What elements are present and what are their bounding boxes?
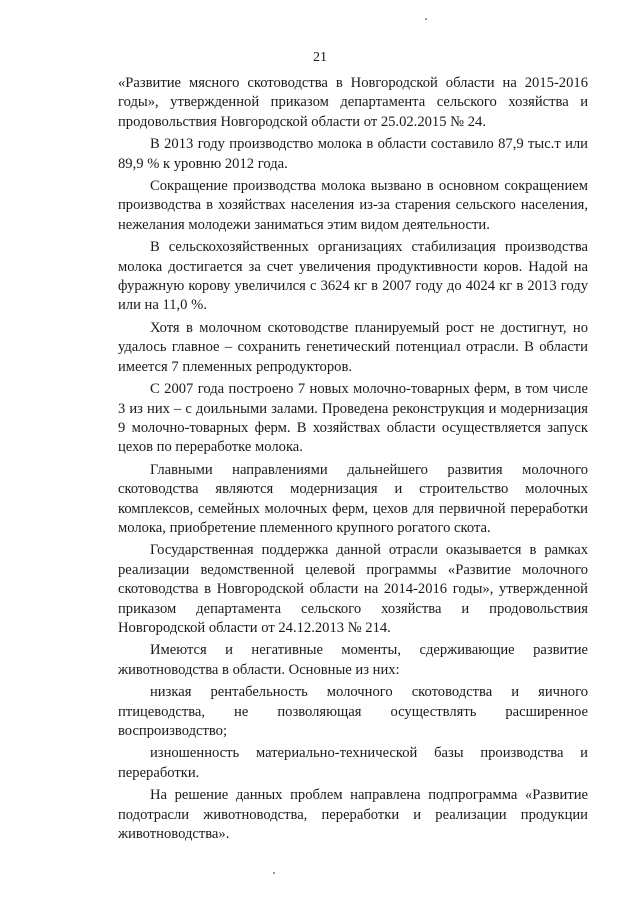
paragraph: С 2007 года построено 7 новых молочно-товарных ферм, в том числе 3 из них – с доильными залами. Проведена реконструкция и модернизация 9 молочно-товарных ферм. В хозяйствах области осуществляется запуск цехов по переработке молока. [118, 381, 588, 456]
paragraph: Хотя в молочном скотоводстве планируемый рост не достигнут, но удалось главное – сохранить генетический потенциал отрасли. В области имеется 7 племенных репродукторов. [118, 319, 588, 375]
paragraph: В 2013 году производство молока в области составило 87,9 тыс.т или 89,9 % к уровню 2012 года. [118, 136, 588, 172]
paragraph: «Развитие мясного скотоводства в Новгородской области на 2015-2016 годы», утвержденной приказом департамента сельского хозяйства и продовольствия Новгородской области от 25.02.2015 № 24. [118, 75, 588, 130]
scan-speck [273, 872, 275, 874]
paragraph: Главными направлениями дальнейшего развития молочного скотоводства являются модернизация и строительство молочных комплексов, семейных молочных ферм, цехов для первичной переработки молока, приобретение племенного крупного рогатого скота. [118, 461, 588, 536]
document-body [118, 74, 588, 847]
list-item: низкая рентабельность молочного скотоводства и яичного птицеводства, не позволяющая осуществлять расширенное воспроизводство; [118, 684, 588, 739]
paragraph: Сокращение производства молока вызвано в основном сокращением производства в хозяйствах населения из-за старения сельского населения, нежелания молодежи заниматься этим видом деятельности. [118, 178, 588, 233]
paragraph: Имеются и негативные моменты, сдерживающие развитие животноводства в области. Основные из них: [118, 642, 588, 678]
page-number: 21 [313, 50, 327, 65]
list-item: изношенность материально-технической базы производства и переработки. [118, 745, 588, 781]
paragraph: Государственная поддержка данной отрасли оказывается в рамках реализации ведомственной целевой программы «Развитие молочного скотоводства в Новгородской области на 2014-2016 годы», утвержденной приказом департамента сельского хозяйства и продовольствия Новгородской области от 24.12.2013 № 214. [118, 542, 588, 636]
paragraph: В сельскохозяйственных организациях стабилизация производства молока достигается за счет увеличения продуктивности коров. Надой на фуражную корову увеличился с 3624 кг в 2007 году до 4024 кг в 2013 году или на 11,0 %. [118, 239, 588, 314]
paragraph: На решение данных проблем направлена подпрограмма «Развитие подотрасли животноводства, переработки и реализации продукции животноводства». [118, 787, 588, 843]
scan-speck [425, 18, 427, 20]
